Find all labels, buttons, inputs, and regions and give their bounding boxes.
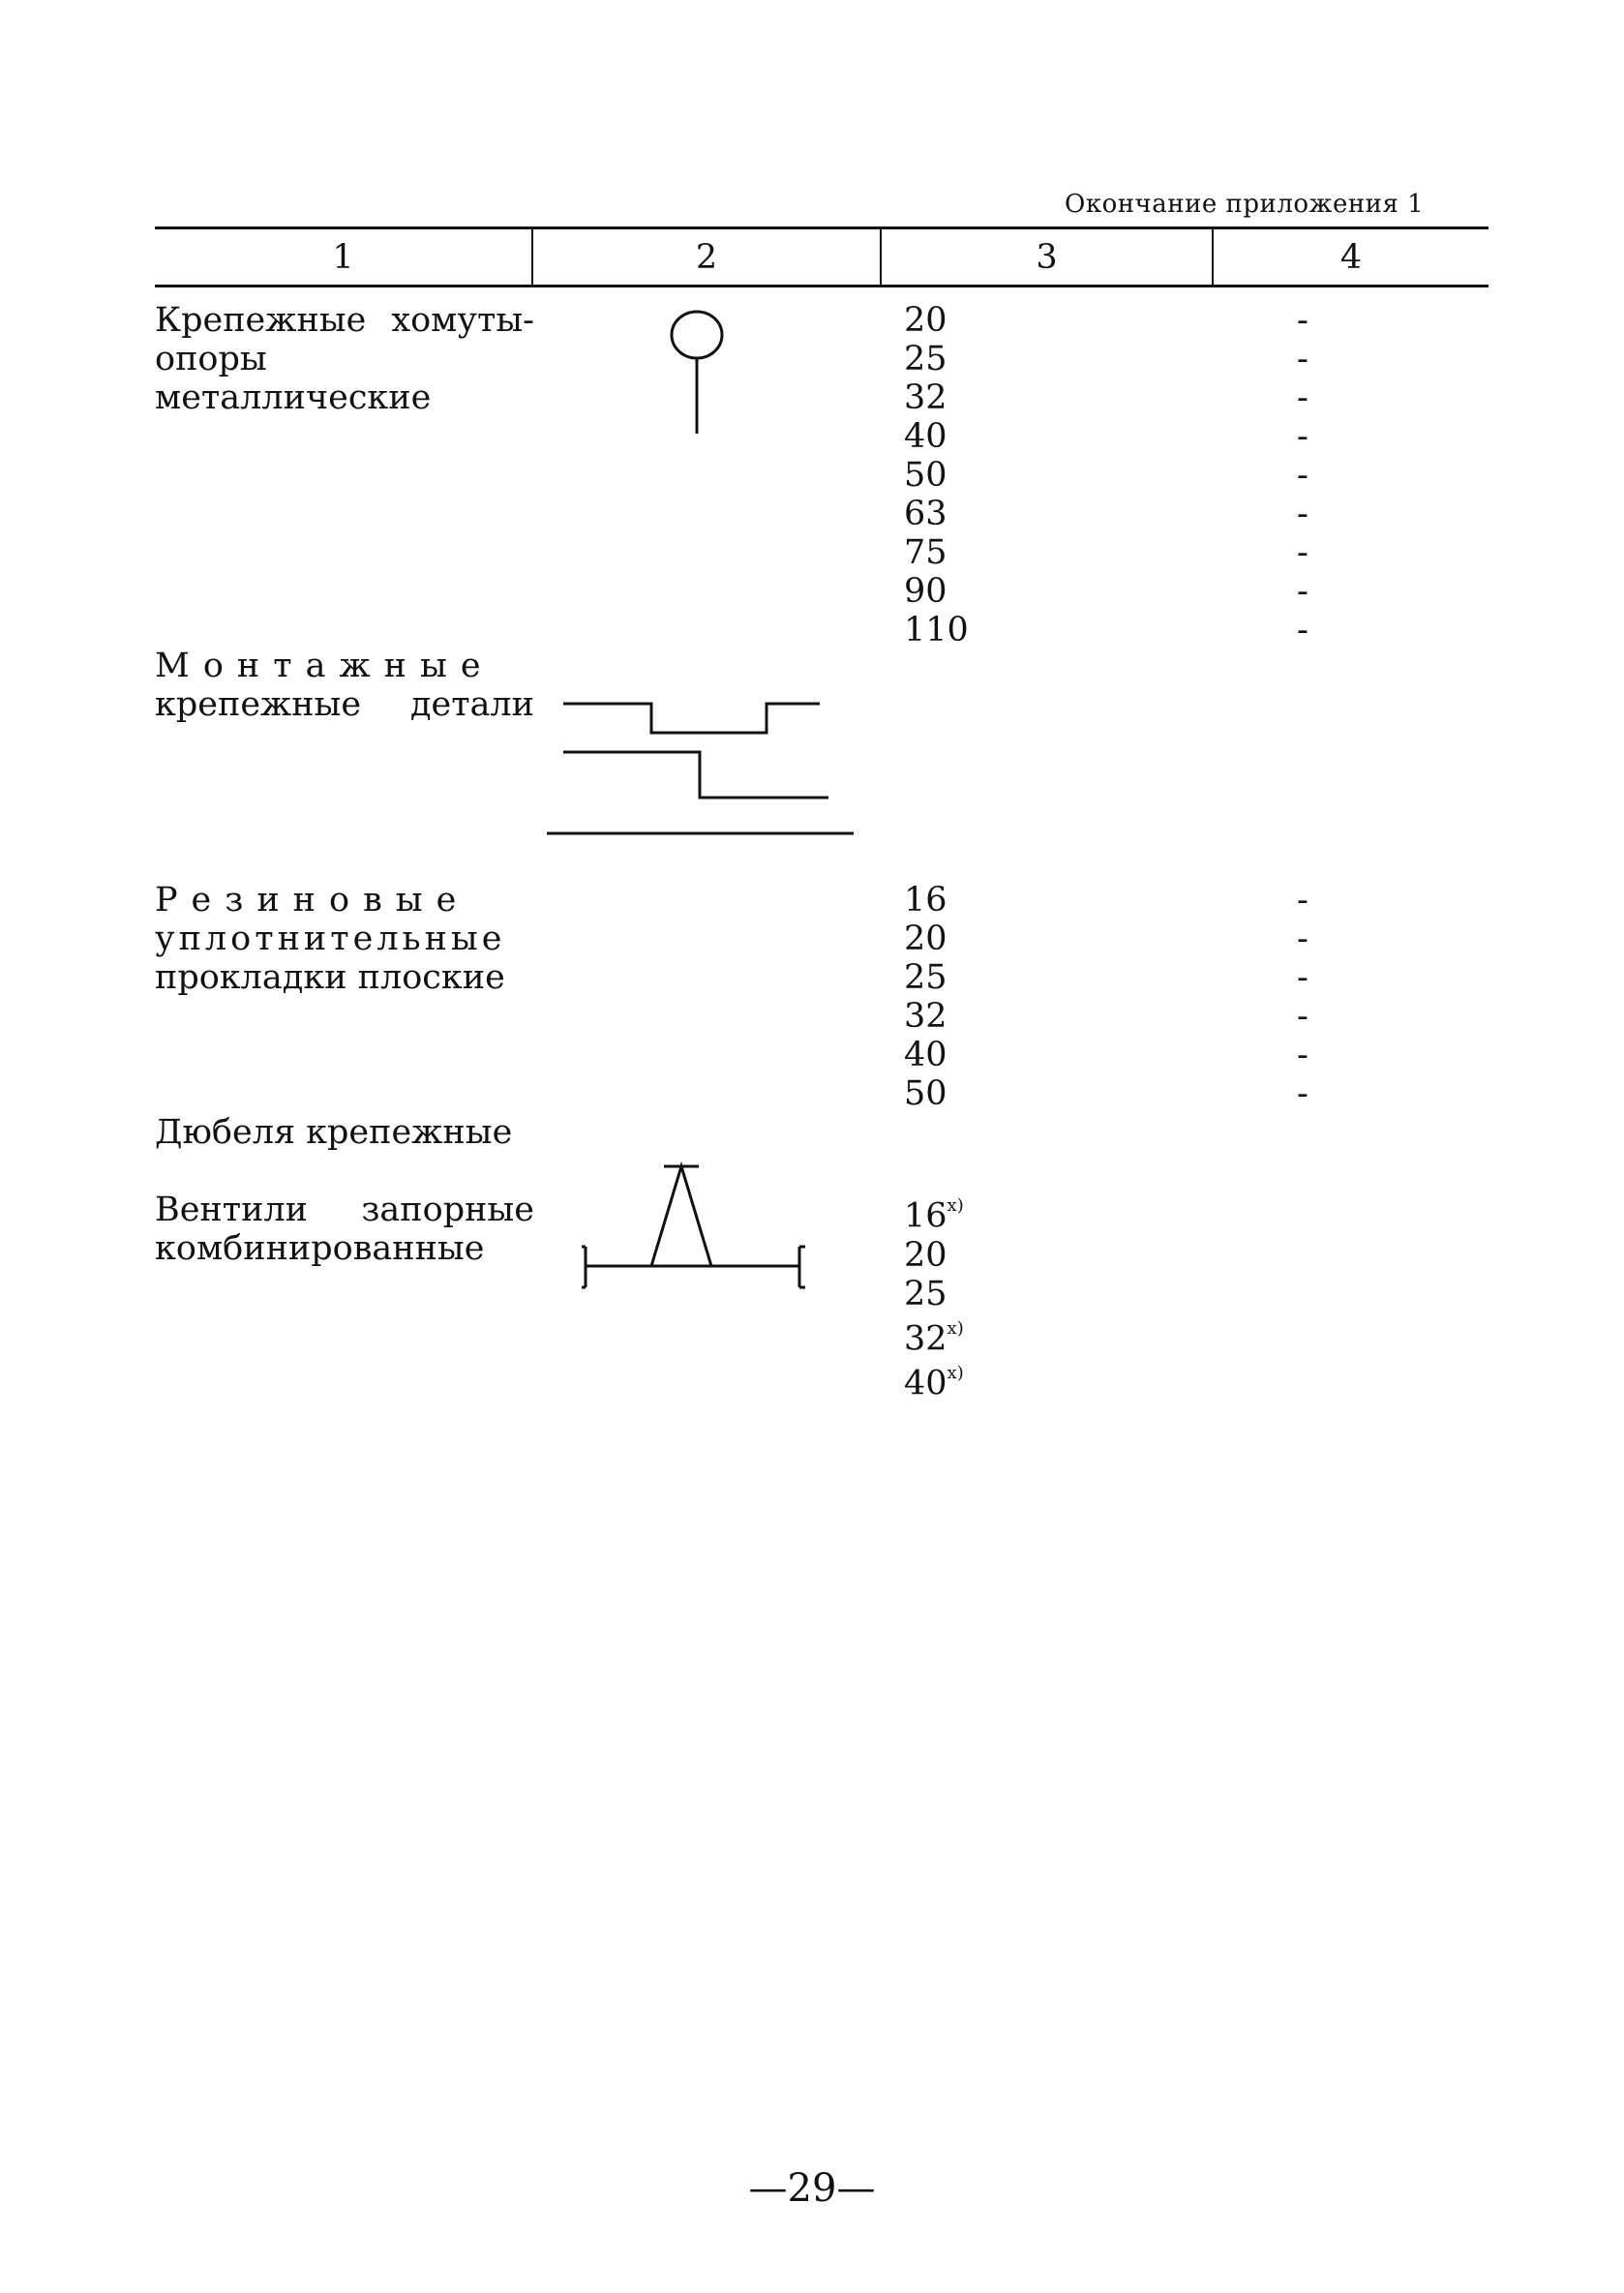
values-rubber-gaskets	[904, 881, 947, 1113]
header-top-rule	[155, 226, 1489, 229]
value-cell: 25	[904, 958, 947, 997]
row-name-line: Вентили запорные	[155, 1191, 534, 1229]
row-name-rubber-gaskets	[155, 881, 534, 997]
value-cell: 110	[904, 611, 969, 649]
table-caption: Окончание приложения 1	[1065, 190, 1425, 219]
shutoff-valve-icon	[571, 1152, 823, 1307]
value-cell: 50	[904, 1074, 947, 1113]
footnote-mark: x)	[947, 1317, 964, 1339]
value-cell: 90	[904, 572, 947, 611]
col4-rubber-gaskets	[1297, 881, 1308, 1113]
col4-cell: -	[1297, 340, 1308, 378]
value-cell: 32	[904, 378, 947, 417]
mounting-parts-icon	[542, 687, 871, 842]
col4-cell: -	[1297, 572, 1308, 611]
value-number: 32	[904, 1319, 947, 1359]
col4-cell: -	[1297, 1074, 1308, 1113]
value-cell: 20	[904, 301, 947, 340]
value-cell	[904, 1358, 964, 1403]
row-name-clamps	[155, 301, 534, 417]
value-cell: 75	[904, 533, 947, 572]
clamp-support-icon	[658, 306, 736, 441]
value-cell: 32	[904, 997, 947, 1036]
value-cell: 16	[904, 881, 947, 920]
header-cell-2: 2	[695, 238, 718, 277]
col4-cell: -	[1297, 1036, 1308, 1074]
col4-cell: -	[1297, 920, 1308, 958]
row-name-line: комбинированные	[155, 1229, 485, 1268]
value-cell	[904, 1313, 964, 1359]
col4-cell: -	[1297, 958, 1308, 997]
col4-cell: -	[1297, 611, 1308, 649]
value-number: 25	[904, 1274, 947, 1313]
row-name-line: уплотнительные	[155, 920, 506, 958]
col4-cell: -	[1297, 533, 1308, 572]
header-bottom-rule	[155, 285, 1489, 287]
row-name-line: Крепежные хомуты-	[155, 301, 534, 340]
row-name-shutoff-valves	[155, 1191, 534, 1268]
col4-cell: -	[1297, 378, 1308, 417]
page-number: —29—	[748, 2166, 876, 2211]
value-cell: 20	[904, 920, 947, 958]
row-name-line: крепежные детали	[155, 685, 534, 724]
header-cell-1: 1	[332, 238, 354, 277]
header-cell-3: 3	[1036, 238, 1058, 277]
footnote-mark: x)	[947, 1195, 964, 1216]
value-cell	[904, 1191, 964, 1236]
row-name-line: Резиновые	[155, 881, 470, 920]
value-cell: 25	[904, 340, 947, 378]
values-clamps	[904, 301, 969, 649]
col4-cell: -	[1297, 881, 1308, 920]
row-name-line: Дюбеля крепежные	[155, 1113, 513, 1152]
row-name-line: Монтажные	[155, 647, 495, 685]
col4-cell: -	[1297, 301, 1308, 340]
col4-cell: -	[1297, 456, 1308, 495]
value-cell: 63	[904, 495, 947, 533]
value-cell: 50	[904, 456, 947, 495]
col4-clamps	[1297, 301, 1308, 649]
value-cell: 40	[904, 417, 947, 456]
value-cell	[904, 1236, 964, 1275]
col4-cell: -	[1297, 997, 1308, 1036]
header-cell-4: 4	[1339, 238, 1363, 277]
value-number: 20	[904, 1235, 947, 1275]
value-number: 40	[904, 1364, 947, 1403]
value-cell	[904, 1275, 964, 1313]
footnote-mark: x)	[947, 1363, 964, 1384]
row-name-line: прокладки плоские	[155, 958, 505, 997]
col4-cell: -	[1297, 495, 1308, 533]
row-name-line: опоры металлические	[155, 340, 432, 417]
value-cell: 40	[904, 1036, 947, 1074]
value-number: 16	[904, 1196, 947, 1236]
row-name-mounting-parts	[155, 647, 534, 724]
col4-cell: -	[1297, 417, 1308, 456]
row-name-dowels	[155, 1113, 534, 1152]
values-shutoff-valves	[904, 1191, 964, 1403]
